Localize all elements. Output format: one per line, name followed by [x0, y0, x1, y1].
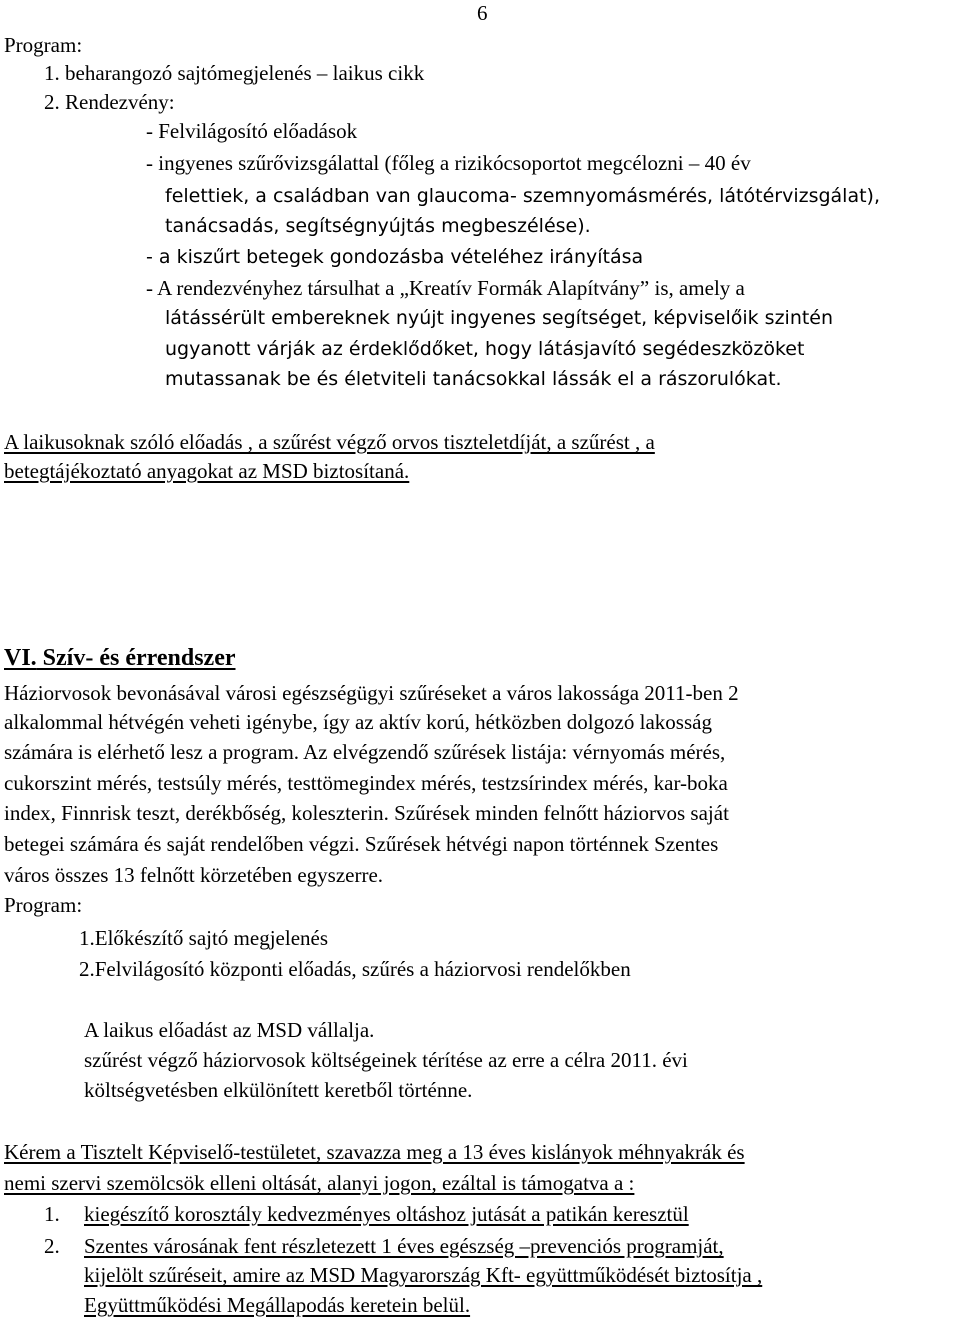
- request-item-number: 2.: [44, 1234, 60, 1258]
- page-number: 6: [477, 1, 488, 25]
- paragraph-line: cukorszint mérés, testsúly mérés, testtömegindex mérés, testzsírindex mérés, kar-boka: [4, 771, 728, 795]
- paragraph-line: Háziorvosok bevonásával városi egészségügyi szűréseket a város lakossága 2011-ben 2: [4, 681, 739, 705]
- request-item: Együttműködési Megállapodás keretein belül.: [84, 1293, 471, 1317]
- paragraph-line: szűrést végző háziorvosok költségeinek térítése az erre a célra 2011. évi: [84, 1048, 688, 1072]
- list-item: 2. Rendezvény:: [44, 90, 175, 114]
- program-label: Program:: [4, 893, 83, 917]
- request-item-number: 1.: [44, 1202, 60, 1226]
- paragraph-line: számára is elérhető lesz a program. Az elvégzendő szűrések listája: vérnyomás mérés,: [4, 740, 726, 764]
- list-item: ugyanott várják az érdeklődőket, hogy látásjavító segédeszközöket: [165, 338, 805, 360]
- request-item: Szentes városának fent részletezett 1 éves egészség –prevenciós programját,: [84, 1234, 724, 1258]
- paragraph-line: alkalommal hétvégén veheti igénybe, így az aktív korú, hétközben dolgozó lakosság: [4, 710, 712, 734]
- section-number: VI.: [4, 645, 37, 671]
- list-item: felettiek, a családban van glaucoma- szemnyomásmérés, látótérvizsgálat),: [165, 185, 881, 207]
- note-line: A laikusoknak szóló előadás , a szűrést végző orvos tiszteletdíját, a szűrést , a: [4, 430, 655, 454]
- list-item: tanácsadás, segítségnyújtás megbeszélése).: [165, 215, 591, 237]
- program-item: 2.Felvilágosító központi előadás, szűrés a háziorvosi rendelőkben: [79, 957, 631, 981]
- section-title: Szív- és érrendszer: [36, 645, 236, 671]
- list-item: - Felvilágosító előadások: [146, 119, 358, 143]
- paragraph-line: index, Finnrisk teszt, derékbőség, koleszterin. Szűrések minden felnőtt háziorvos saját: [4, 801, 729, 825]
- list-item: - ingyenes szűrővizsgálattal (főleg a rizikócsoportot megcélozni – 40 év: [146, 151, 751, 175]
- paragraph-line: A laikus előadást az MSD vállalja.: [84, 1018, 375, 1042]
- paragraph-line: költségvetésben elkülönített keretből történne.: [84, 1078, 473, 1102]
- list-item: - A rendezvényhez társulhat a „Kreatív Formák Alapítvány” is, amely a: [146, 276, 745, 300]
- paragraph-line: betegei számára és saját rendelőben végzi. Szűrések hétvégi napon történnek Szentes: [4, 832, 719, 856]
- paragraph-line: város összes 13 felnőtt körzetében egyszerre.: [4, 863, 384, 887]
- list-item: látássérült embereknek nyújt ingyenes segítséget, képviselőik szintén: [165, 307, 834, 329]
- list-item: 1. beharangozó sajtómegjelenés – laikus cikk: [44, 61, 425, 85]
- program-item: 1.Előkészítő sajtó megjelenés: [79, 926, 329, 950]
- section-heading: [4, 645, 236, 672]
- note-line: betegtájékoztató anyagokat az MSD biztosítaná.: [4, 459, 410, 483]
- request-line: Kérem a Tisztelt Képviselő-testületet, szavazza meg a 13 éves kislányok méhnyakrák és: [4, 1140, 745, 1164]
- list-item: - a kiszűrt betegek gondozásba vételéhez irányítása: [146, 246, 644, 268]
- program-label: Program:: [4, 33, 83, 57]
- request-item: kiegészítő korosztály kedvezményes oltáshoz jutását a patikán keresztül: [84, 1202, 689, 1226]
- request-line: nemi szervi szemölcsök elleni oltását, alanyi jogon, ezáltal is támogatva a :: [4, 1171, 635, 1195]
- list-item: mutassanak be és életviteli tanácsokkal lássák el a rászorulókat.: [165, 368, 782, 390]
- request-item: kijelölt szűréseit, amire az MSD Magyarország Kft- együttműködését biztosítja ,: [84, 1263, 763, 1287]
